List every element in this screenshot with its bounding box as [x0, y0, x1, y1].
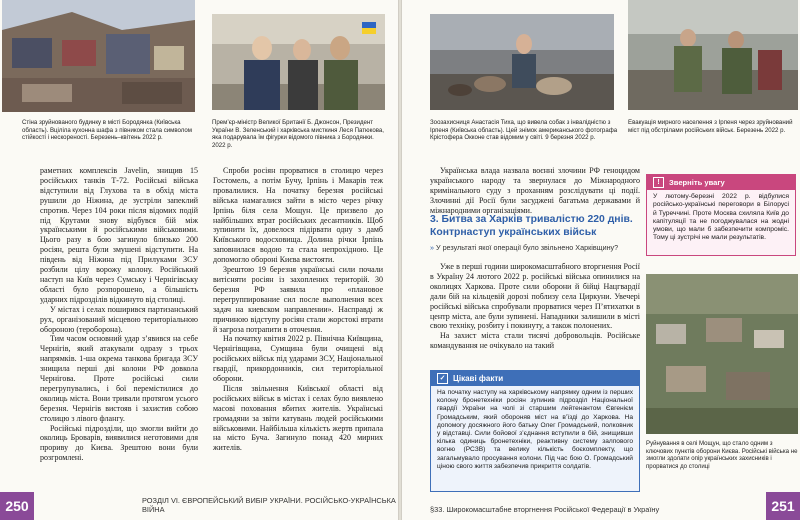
chapter-footer: РОЗДІЛ VI. ЄВРОПЕЙСЬКИЙ ВИБІР УКРАЇНИ. РОСІЙСЬКО-УКРАЇНСЬКА ВІЙНА [142, 496, 396, 514]
paragraph: Зрештою 19 березня українські сили почали витісняти росіян із захоплених територій. 30 березня РФ заявила про «плановое перегруппирование сил после выполнения всех задач на киевском направлении». Насправді ж причиною відступу росіян стали жорстокі втрати й загроза потрапити в оточення. [213, 265, 383, 334]
facts-text: На початку наступу на харківському напрямку одним із перших колону бронетехніки росіян зупинив підрозділ Національної гвардії України на чолі зі старшим лейтенантом Євгенієм Громадським, який обороняв міст на в’їзді до Харкова. На допомогу досяжного його батьку Олег Громадський, полковник у відставці. Сили бойової з’єднання вступили в бій, знищивши кілька одиниць бронетехніки, реактивну систему залпового вогню (РСЗВ) та велику кількість боєкомплекту, що загальмувало просування колони. Під час бою О. Громадський ціною свого життя забезпечив прикриття солдатів. [437, 389, 633, 470]
borodianka-building-photo [2, 0, 195, 112]
page-number: 250 [0, 492, 34, 520]
irpin-evacuation-photo [628, 0, 798, 110]
text-column-left [40, 166, 198, 463]
paragraph: Після звільнення Київської області від російських військ в містах і селах було виявлено масові поховання вбитих жителів. Українські громадяни за звіти катувань людей російськими військовими. Найбільша кількість жертв припала на місто Буча. Загинуло понад 420 мирних жителів. [213, 383, 383, 453]
paragraph: Російські підрозділи, що змогли вийти до околиць Броварів, виявилися неготовими для прориву до Києва. Зрештою вони були розгромлені. [40, 423, 198, 463]
right-page [402, 0, 800, 520]
facts-header [431, 371, 639, 386]
photo-caption: Руйнування в селі Мощун, що стало одним з ключових пунктів оборони Києва. Російські війська не змогли здолати опір українських захисників і прорватися до столиці [646, 440, 798, 470]
question-arrow-icon: » [430, 243, 434, 252]
attention-icon: ! [653, 177, 664, 188]
moshchun-aerial-photo [646, 274, 798, 434]
page-number: 251 [766, 492, 800, 520]
text-column-right [213, 166, 383, 453]
paragraph: На початку квітня 2022 р. Північна Київщина, Чернігівщина, Сумщина були очищені від російських військ під ударами ЗСУ, Національної гвардії, прикордонників, сил територіальної оборони. [213, 334, 383, 384]
photo-caption: Зоозахисниця Анастасія Тиха, що вивела собак з інвалідністю з Ірпеня (Київська область). Цей знімок американського фотографа Крістофера Окконе став відомим у світі. 9 березня 2022 р. [430, 119, 618, 142]
attention-title: Зверніть увагу [669, 178, 725, 187]
section-question [430, 243, 642, 252]
paragraph: Тим часом основний удар з’явився на себе Чернігів, який атакували одразу з трьох напрямків. 1-ша окрема танкова бригада ЗСУ знищила перші дві колони РФ довкола Чернігова. Проте російські сили перегрупувались, і бої перемістилися до околиць міста. Вони тривали протягом усього березня. Чернігів вистояв і захистив собою столицю з лівого флангу. [40, 334, 198, 423]
facts-box [430, 370, 640, 492]
attention-header [647, 175, 795, 190]
checkbox-icon: ✓ [437, 373, 448, 384]
leaders-photo [212, 14, 385, 110]
question-text: У результаті якої операції було звільнено Харківщину? [436, 243, 619, 252]
photo-caption: Евакуація мирного населення з Ірпеня через зруйнований міст під обстрілами російських військ. Березень 2022 р. [628, 119, 793, 134]
volunteer-dogs-photo [430, 14, 614, 110]
left-page [0, 0, 398, 520]
attention-box [646, 174, 796, 256]
paragraph: Спроби росіян прорватися в столицю через Гостомель, а потім Бучу, Ірпінь і Макарів теж провалилися. На початку березня російські війська намагалися зайти в місто через річку Ірпінь біля села Мощун. Це призвело до найбільших втрат російських десантників. Щоб зупинити їх, довелося підірвати одну з дамб Київського водосховища. Долина річки Ірпінь заповнилася водою та стала непрохідною. Це допомогло обороні Києва вистояти. [213, 166, 383, 265]
photo-caption: Стіна зруйнованого будинку в місті Бородянка (Київська область). Вціліла кухонна шафа з півником стала символом стійкості і нескореності. Березень–квітень 2022 р. [22, 119, 192, 142]
paragraph: На захист міста стали тисячі добровольців. Російське командування не очікувало на такий [430, 331, 640, 351]
facts-title: Цікаві факти [453, 374, 504, 383]
paragraph: раметних комплексів Javelin, знищив 15 російських танків Т-72. Російські війська відступили від Глухова та в обхід міста рушили до Ніжина, де зустріли запеклий спротив. Через 104 роки після відомих подій під Крутами знову відбувся бій між українськими й російськими військовими. Цього разу в бою загинуло близько 200 росіян, решта були змушені відступити. На південь від Ніжина під Прилуками ЗСУ розбили цілу ворожу колону. Російський наступ на Київ через Сумську і Чернігівську області було розпорошено, а більшість ударних підрозділів відкинуто від столиці. [40, 166, 198, 304]
paragraph-footer: §33. Широкомасштабне вторгнення Російської Федерації в Україну [430, 505, 660, 514]
photo-caption: Прем’єр-міністр Великої Британії Б. Джонсон, Президент України В. Зеленський і харківська мисткиня Леся Патюкова, яка подарувала їм фігурки відомого півника з Бородянки. 2022 р. [212, 119, 384, 149]
attention-text: У лютому-березні 2022 р. відбулися російсько-українські переговори в Білорусі й Туреччині. Проте Москва схиляла Київ до капітуляції та не погоджувалася на жодні умови, що мали б забезпечити компроміс. Тому ці зустрічі не мали результатів. [653, 193, 789, 242]
text-column-main [430, 262, 640, 351]
paragraph: У містах і селах поширився партизанський рух, організований місцевою територіальною обороною (тероборона). [40, 304, 198, 334]
paragraph: Українська влада назвала воєнні злочини РФ геноцидом українського народу та звернулася до Міжнародного кримінального суду з проханням розслідувати ці події. Злочинні дії Росії були засуджені багатьма державами й міжнародними організаціями. [430, 166, 640, 215]
paragraph: Уже в перші години широкомасштабного вторгнення Росії в Україну 24 лютого 2022 р. російські війська опинилися на околицях Харкова. Проте сили оборони й бійці Нацгвардії дали бій на кільцевій дорозі поблизу села Циркуни. Увечері російські війська спробували прорватися через П’ятихатки в центр міста, але були зупинені. Нападники залишили в місті свою техніку, розбиту і покинуту, а також полонених. [430, 262, 640, 331]
section-title: 3. Битва за Харків тривалістю 220 днів. Контрнаступ українських військ [430, 214, 633, 238]
text-column-intro [430, 166, 640, 216]
